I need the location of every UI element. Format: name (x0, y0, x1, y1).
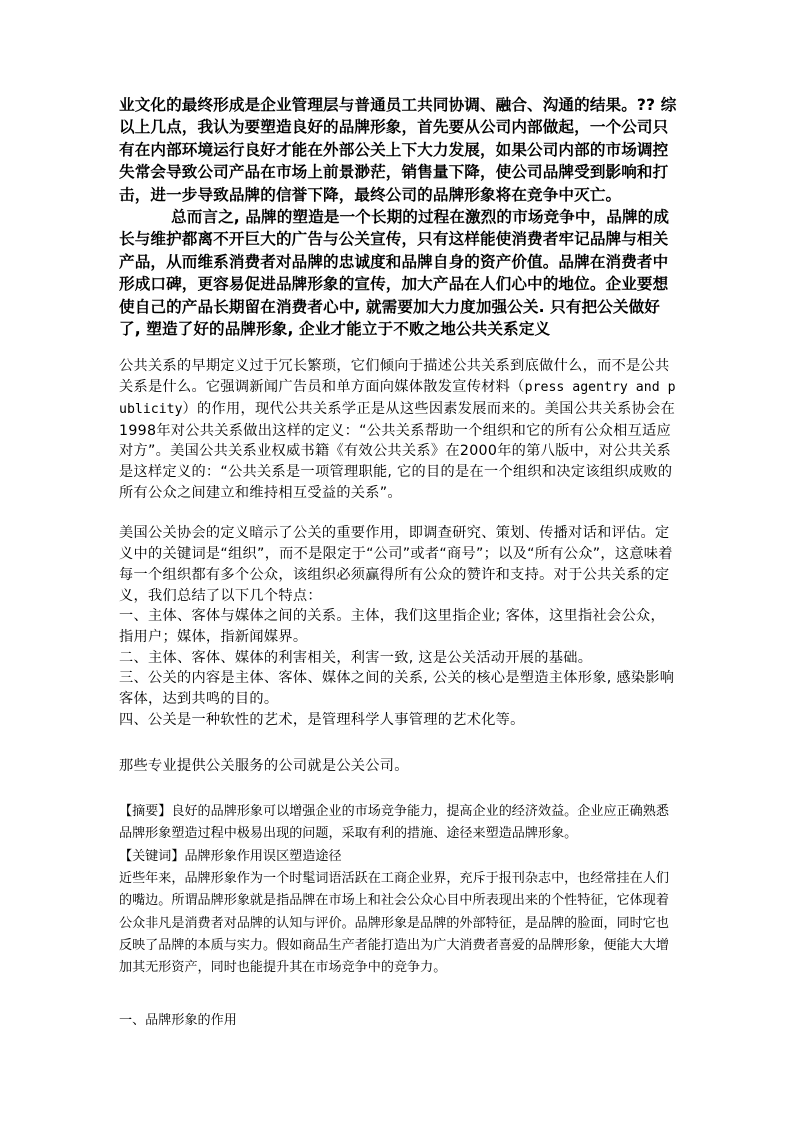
spacer (119, 340, 679, 356)
definition-text-a: 公共关系的早期定义过于冗长繁琐，它们倾向于描述公共关系到底做什么，而不是公共关系是什么。它强调新闻广告员和单方面向媒体散发宣传材料（ (119, 358, 670, 396)
paragraph-corporate-culture: 业文化的最终形成是企业管理层与普通员工共同协调、融合、沟通的结果。?? 综以上几点，我认为要塑造良好的品牌形象，首先要从公司内部做起，一个公司只有在内部环境运行良好才能在外部公关上下大力发展，如果公司内部的市场调控失常会导致公司产品在市场上前景渺茫，销售量下降，使公司品牌受到影响和打击，进一步导致品牌的信誉下降，最终公司的品牌形象将在竞争中灭亡。 (119, 96, 677, 204)
paragraph-brand-image-body: 近些年来，品牌形象作为一个时髦词语活跃在工商企业界，充斥于报刊杂志中，也经常挂在人们的嘴边。所谓品牌形象就是指品牌在市场上和社会公众心目中所表现出来的个性特征，它体现着公众非凡是消费者对品牌的认知与评价。品牌形象是品牌的外部特征，是品牌的脸面，同时它也反映了品牌的本质与实力。假如商品生产者能打造出为广大消费者喜爱的品牌形象，便能大大增加其无形资产，同时也能提升其在市场竞争中的竞争力。 (119, 871, 669, 976)
definition-text-b: ）的作用，现代公共关系学正是从这些因素发展而来的。美国公共关系协会在 (182, 400, 676, 417)
list-item-feature-4: 四、公关是一种软性的艺术，是管理科学人事管理的艺术化等。 (119, 711, 525, 728)
list-item-feature-1: 一、主体、客体与媒体之间的关系。主体，我们这里指企业; 客体，这里指社会公众，指用户；媒体，指新闻媒界。 (119, 608, 665, 645)
spacer (119, 777, 679, 801)
spacer (119, 503, 679, 523)
section-heading: 一、品牌形象的作用 (119, 1012, 237, 1028)
spacer (119, 730, 679, 756)
paragraph-keywords: 【关键词】品牌形象作用误区塑造途径 (119, 848, 342, 864)
list-item-feature-2: 二、主体、客体、媒体的利害相关，利害一致, 这是公关活动开展的基础。 (119, 649, 593, 666)
definition-year-1998: 1998 (119, 422, 157, 439)
definition-year-2000: 2000 (459, 443, 498, 460)
spacer (119, 980, 679, 1010)
definition-text-d: 年的第八版中，对公共关系是这样定义的：“公共关系是一项管理职能, 它的目的是在一个组织和决定该组织成败的所有公众之间建立和维持相互受益的关系”。 (119, 443, 673, 501)
paragraph-pr-features-intro: 美国公关协会的定义暗示了公关的重要作用，即调查研究、策划、传播对话和评估。定义中的关键词是“组织”，而不是限定于“公司”或者“商号”；以及“所有公众”，这意味着每一个组织都有多个公众，该组织必须赢得所有公众的赞许和支持。对于公共关系的定义，我们总结了以下几个特点： (119, 525, 673, 604)
definition-latin-term: press agentry and publicity (119, 380, 676, 417)
document-page (119, 94, 679, 1032)
paragraph-conclusion: 总而言之, 品牌的塑造是一个长期的过程在激烈的市场竞争中，品牌的成长与维护都离不开巨大的广告与公关宣传，只有这样能使消费者牢记品牌与相关产品，从而维系消费者对品牌的忠诚度和品牌自身的资产价值。品牌在消费者中形成口碑，更容易促进品牌形象的宣传，加大产品在人们心中的地位。企业要想使自己的产品长期留在消费者心中, 就需要加大力度加强公关. 只有把公关做好了, 塑造了好的品牌形象, 企业才能立于不败之地公共关系定义 (119, 208, 670, 339)
paragraph-pr-company: 那些专业提供公关服务的公司就是公关公司。 (119, 758, 409, 775)
paragraph-abstract: 【摘要】良好的品牌形象可以增强企业的市场竞争能力，提高企业的经济效益。企业应正确熟悉品牌形象塑造过程中极易出现的问题，采取有利的措施、途径来塑造品牌形象。 (119, 804, 669, 842)
paragraph-pr-definition (119, 356, 679, 503)
list-item-feature-3: 三、公关的内容是主体、客体、媒体之间的关系, 公关的核心是塑造主体形象, 感染影响客体，达到共鸣的目的。 (119, 670, 675, 708)
definition-text-c: 年对公共关系做出这样的定义：“公共关系帮助一个组织和它的所有公众相互适应对方”。美国公共关系业权威书籍《有效公共关系》在 (119, 422, 672, 460)
